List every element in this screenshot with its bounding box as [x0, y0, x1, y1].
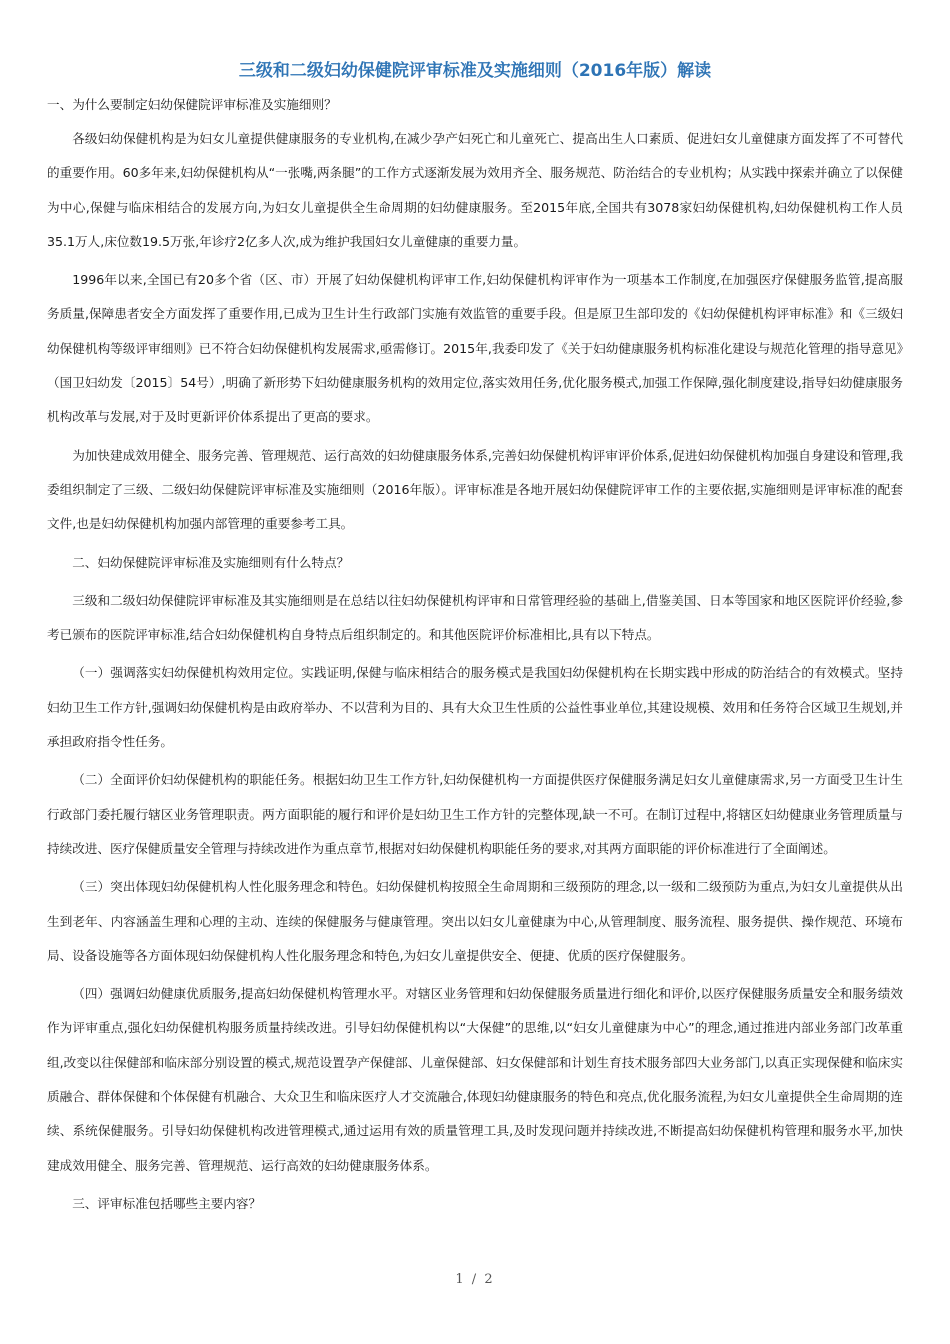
paragraph: （二）全面评价妇幼保健机构的职能任务。根据妇幼卫生工作方针,妇幼保健机构一方面提供医疗保健服务满足妇女儿童健康需求,另一方面受卫生计生行政部门委托履行辖区业务管理职责。两方面职能的履行和评价是妇幼卫生工作方针的完整体现,缺一不可。在制订过程中,将辖区妇幼健康业务管理质量与持续改进、医疗保健质量安全管理与持续改进作为重点章节,根据对妇幼保健机构职能任务的要求,对其两方面职能的评价标准进行了全面阐述。	[47, 772, 903, 856]
paragraph: （一）强调落实妇幼保健机构效用定位。实践证明,保健与临床相结合的服务模式是我国妇幼保健机构在长期实践中形成的防治结合的有效模式。坚持妇幼卫生工作方针,强调妇幼保健机构是由政府举办、不以营利为目的、具有大众卫生性质的公益性事业单位,其建设规模、效用和任务符合区域卫生规划,并承担政府指令性任务。	[47, 665, 903, 750]
paragraph: 1996年以来,全国已有20多个省（区、市）开展了妇幼保健机构评审工作,妇幼保健机构评审作为一项基本工作制度,在加强医疗保健服务监管,提高服务质量,保障患者安全方面发挥了重要作用,已成为卫生计生行政部门实施有效监管的重要手段。但是原卫生部印发的《妇幼保健机构评审标准》和《三级妇幼保健机构等级评审细则》已不符合妇幼保健机构发展需求,亟需修订。2015年,我委印发了《关于妇幼健康服务机构标准化建设与规范化管理的指导意见》（国卫妇幼发〔2015〕54号）,明确了新形势下妇幼健康服务机构的效用定位,落实效用任务,优化服务模式,加强工作保障,强化制度建设,指导妇幼健康服务机构改革与发展,对于及时更新评价体系提出了更高的要求。	[47, 272, 903, 425]
document-body	[47, 92, 903, 1225]
section-heading-1: 一、为什么要制定妇幼保健院评审标准及实施细则？	[47, 97, 337, 112]
paragraph: （四）强调妇幼健康优质服务,提高妇幼保健机构管理水平。对辖区业务管理和妇幼保健服务质量进行细化和评价,以医疗保健服务质量安全和服务绩效作为评审重点,强化妇幼保健机构服务质量持续改进。引导妇幼保健机构以“大保健”的思维,以“妇女儿童健康为中心”的理念,通过推进内部业务部门改革重组,改变以往保健部和临床部分别设置的模式,规范设置孕产保健部、儿童保健部、妇女保健部和计划生育技术服务部四大业务部门,以真正实现保健和临床实质融合、群体保健和个体保健有机融合、大众卫生和临床医疗人才交流融合,体现妇幼健康服务的特色和亮点,优化服务流程,为妇女儿童提供全生命周期的连续、系统保健服务。引导妇幼保健机构改进管理模式,通过运用有效的质量管理工具,及时发现问题并持续改进,不断提高妇幼保健机构管理和服务水平,加快建成效用健全、服务完善、管理规范、运行高效的妇幼健康服务体系。	[47, 986, 903, 1173]
page-indicator: 1 / 2	[455, 1272, 495, 1287]
paragraph: 各级妇幼保健机构是为妇女儿童提供健康服务的专业机构,在减少孕产妇死亡和儿童死亡、提高出生人口素质、促进妇女儿童健康方面发挥了不可替代的重要作用。60多年来,妇幼保健机构从“一张嘴,两条腿”的工作方式逐渐发展为效用齐全、服务规范、防治结合的专业机构；从实践中探索并确立了以保健为中心,保健与临床相结合的发展方向,为妇女儿童提供全生命周期的妇幼健康服务。至2015年底,全国共有3078家妇幼保健机构,妇幼保健机构工作人员35.1万人,床位数19.5万张,年诊疗2亿多人次,成为维护我国妇女儿童健康的重要力量。	[47, 131, 903, 249]
paragraph: 为加快建成效用健全、服务完善、管理规范、运行高效的妇幼健康服务体系,完善妇幼保健机构评审评价体系,促进妇幼保健机构加强自身建设和管理,我委组织制定了三级、二级妇幼保健院评审标准及实施细则（2016年版）。评审标准是各地开展妇幼保健院评审工作的主要依据,实施细则是评审标准的配套文件,也是妇幼保健机构加强内部管理的重要参考工具。	[47, 447, 903, 532]
section-heading-3: 三、评审标准包括哪些主要内容？	[72, 1195, 262, 1211]
document-title: 三级和二级妇幼保健院评审标准及实施细则（2016年版）解读	[238, 61, 712, 81]
paragraph: 三级和二级妇幼保健院评审标准及其实施细则是在总结以往妇幼保健机构评审和日常管理经验的基础上,借鉴美国、日本等国家和地区医院评价经验,参考已颁布的医院评审标准,结合妇幼保健机构自身特点后组织制定的。和其他医院评价标准相比,具有以下特点。	[47, 592, 903, 643]
section-heading-2: 二、妇幼保健院评审标准及实施细则有什么特点？	[72, 554, 350, 570]
paragraph: （三）突出体现妇幼保健机构人性化服务理念和特色。妇幼保健机构按照全生命周期和三级预防的理念,以一级和二级预防为重点,为妇女儿童提供从出生到老年、内容涵盖生理和心理的主动、连续的保健服务与健康管理。突出以妇女儿童健康为中心,从管理制度、服务流程、服务提供、操作规范、环境布局、设备设施等各方面体现妇幼保健机构人性化服务理念和特色,为妇女儿童提供安全、便捷、优质的医疗保健服务。	[47, 879, 903, 963]
